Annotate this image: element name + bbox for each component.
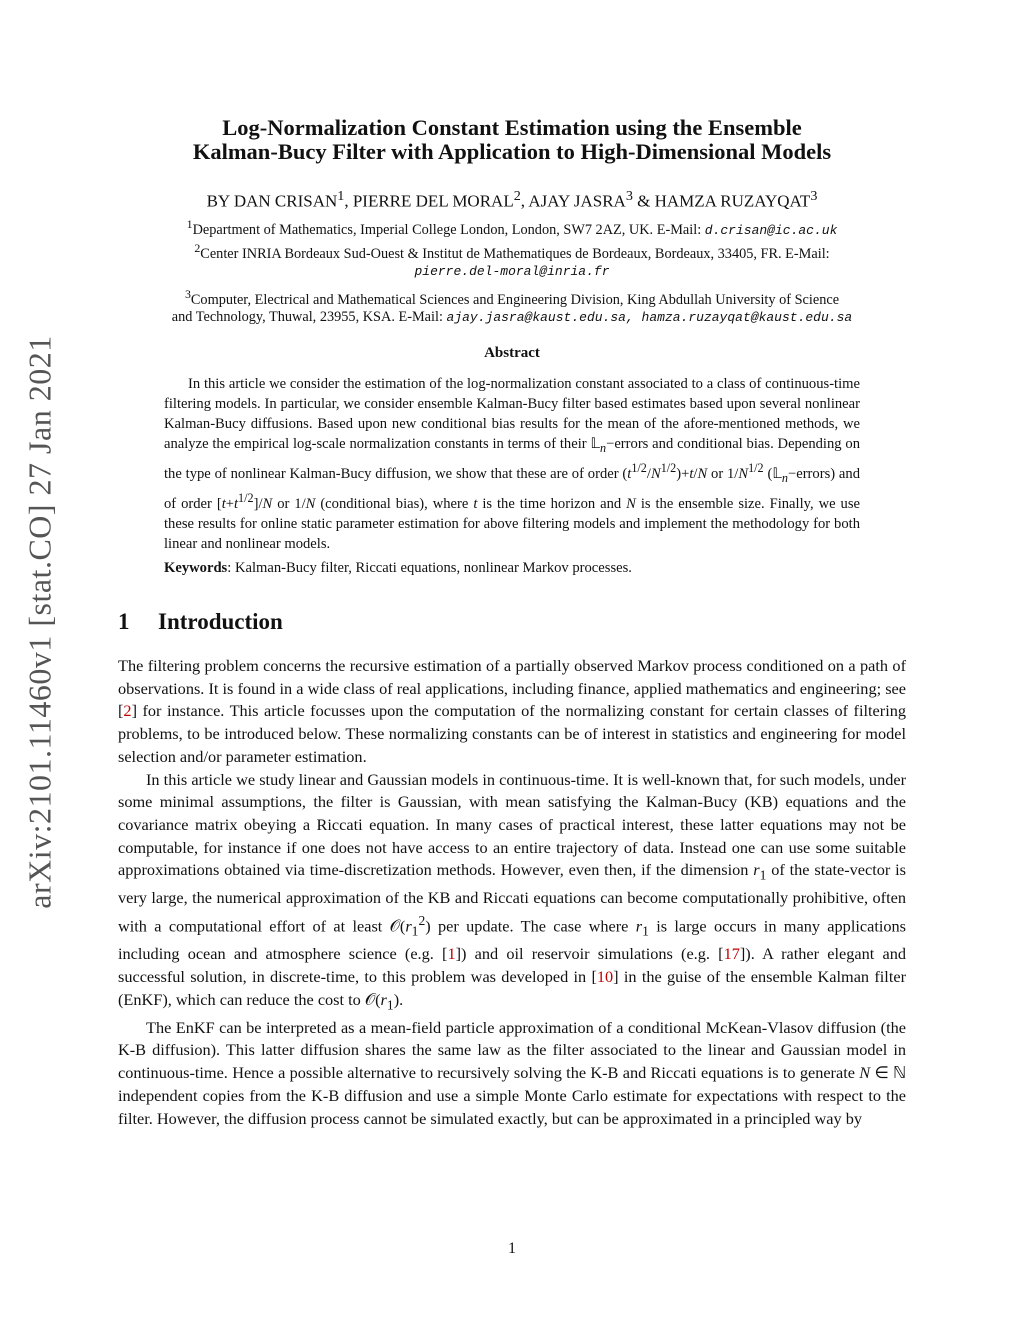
citation-link[interactable]: 17 — [723, 944, 740, 964]
email-link[interactable]: pierre.del-moral@inria.fr — [414, 264, 610, 279]
section-title: Introduction — [158, 609, 283, 634]
arxiv-id: arXiv:2101.11460v1 [stat.CO] 27 Jan 2021 — [21, 335, 58, 909]
email-link[interactable]: d.crisan@ic.ac.uk — [704, 222, 838, 238]
email-link[interactable]: ajay.jasra@kaust.edu.sa, hamza.ruzayqat@kaust.edu.sa — [446, 310, 853, 325]
affiliation-3-cont — [100, 306, 924, 329]
affil-mark: 3 — [184, 287, 191, 301]
citation-link[interactable]: 1 — [447, 944, 456, 964]
author-4-affil-mark: 3 — [810, 188, 818, 204]
intro-paragraph-2: In this article we study linear and Gaussian models in continuous-time. It is well-known that, for such models, under some minimal assumptions, the filter is Gaussian, with mean satisfying the Kalman-Bucy (KB) equations and the covariance matrix obeying a Riccati equation. In many cases of practical interest, these latter equations may not be computable, for instance if one does not have access to an entire trajectory of data. Instead one can use some suitable approximations obtained via time-discretization methods. However, even then, if the dimension $r_1$ of the state-vector is very large, the numerical approximation of the KB and Riccati equations can become computationally prohibitive, often with a computational effort of at least $𝒪(r_1^2)$ per update. The case where $r_1$ is large occurs in many applications including ocean and atmosphere science (e.g. [1]) and oil reservoir simulations (e.g. [17]). A rather elegant and successful solution, in discrete-time, to this problem was developed in [10] in the guise of the ensemble Kalman filter (EnKF), which can reduce the cost to $𝒪(r_1)$. — [118, 769, 906, 1013]
citation-link[interactable]: 10 — [596, 967, 614, 987]
title-line-1: Log-Normalization Constant Estimation using the Ensemble — [222, 115, 802, 140]
page-number: 1 — [508, 1240, 516, 1257]
abstract-paragraph: In this article we consider the estimation of the log-normalization constant associated to a class of continuous-time filtering models. In particular, we consider ensemble Kalman-Bucy filter based estimates based upon several nonlinear Kalman-Bucy diffusions. Based upon new conditional bias results for the mean of the afore-mentioned methods, we analyze the empirical log-scale normalization constants in terms of their 𝕃$_n$−errors and conditional bias. Depending on the type of nonlinear Kalman-Bucy diffusion, we show that these are of order $(t^{1/2}/N^{1/2})+t/N$ or $1/N^{1/2}$ (𝕃$_n$−errors) and of order $[t+t^{1/2}]/N$ or 1/N (conditional bias), where t is the time horizon and N is the ensemble size. Finally, we use these results for online static parameter estimation for above filtering models and implement the methodology for both linear and nonlinear models. — [164, 376, 861, 552]
keywords-label: Keywords — [164, 559, 228, 576]
affiliation-text: Computer, Electrical and Mathematical Sciences and Engineering Division, King Abdullah University of Science — [190, 291, 840, 308]
author-1: BY DAN CRISAN — [206, 191, 338, 211]
author-3-affil-mark: 3 — [625, 188, 633, 204]
section-heading — [118, 609, 283, 635]
title-line-2: Kalman-Bucy Filter with Application to High-Dimensional Models — [192, 139, 832, 164]
intro-body — [118, 655, 906, 1130]
author-3: , AJAY JASRA — [520, 191, 626, 211]
affiliation-text: Department of Mathematics, Imperial College London, London, SW7 2AZ, UK. E-Mail: — [192, 221, 702, 238]
intro-paragraph-3: The EnKF can be interpreted as a mean-field particle approximation of a conditional McKean-Vlasov diffusion (the K-B diffusion). This latter diffusion shares the same law as the filter associated to the linear and Gaussian model in continuous-time. Hence a possible alternative to recursively solving the K-B and Riccati equations is to generate N ∈ ℕ independent copies from the K-B diffusion and use a simple Monte Carlo estimate for expectations with respect to the filter. However, the diffusion process cannot be simulated exactly, but can be approximated in a principled way by — [118, 1017, 906, 1128]
affil-mark: 1 — [186, 217, 193, 231]
affiliation-text: and Technology, Thuwal, 23955, KSA. E-Mail: — [171, 309, 443, 325]
author-2: , PIERRE DEL MORAL — [344, 191, 514, 211]
citation-link[interactable]: 2 — [123, 701, 132, 721]
paper-title — [100, 116, 924, 164]
affiliation-2-email — [100, 260, 924, 283]
section-number: 1 — [118, 609, 130, 634]
abstract-heading: Abstract — [484, 345, 540, 361]
affiliation-text: Center INRIA Bordeaux Sud-Ouest & Institut de Mathematiques de Bordeaux, Bordeaux, 33405, FR. E-Mail: — [200, 245, 830, 262]
abstract-body — [164, 374, 860, 578]
keywords — [164, 558, 860, 578]
author-1-affil-mark: 1 — [337, 188, 345, 204]
intro-paragraph-1: The filtering problem concerns the recursive estimation of a partially observed Markov process conditioned on a path of observations. It is found in a wide class of real applications, including finance, applied mathematics and engineering; see [2] for instance. This article focusses upon the computation of the normalizing constant for certain classes of filtering problems, to be introduced below. These normalizing constants can be of interest in statistics and engineering for model selection and/or parameter estimation. — [118, 656, 906, 766]
author-4: & HAMZA RUZAYQAT — [632, 191, 811, 211]
keywords-text: : Kalman-Bucy filter, Riccati equations, nonlinear Markov processes. — [227, 559, 632, 576]
author-2-affil-mark: 2 — [513, 188, 521, 204]
affil-mark: 2 — [194, 241, 201, 255]
author-list — [100, 188, 924, 212]
